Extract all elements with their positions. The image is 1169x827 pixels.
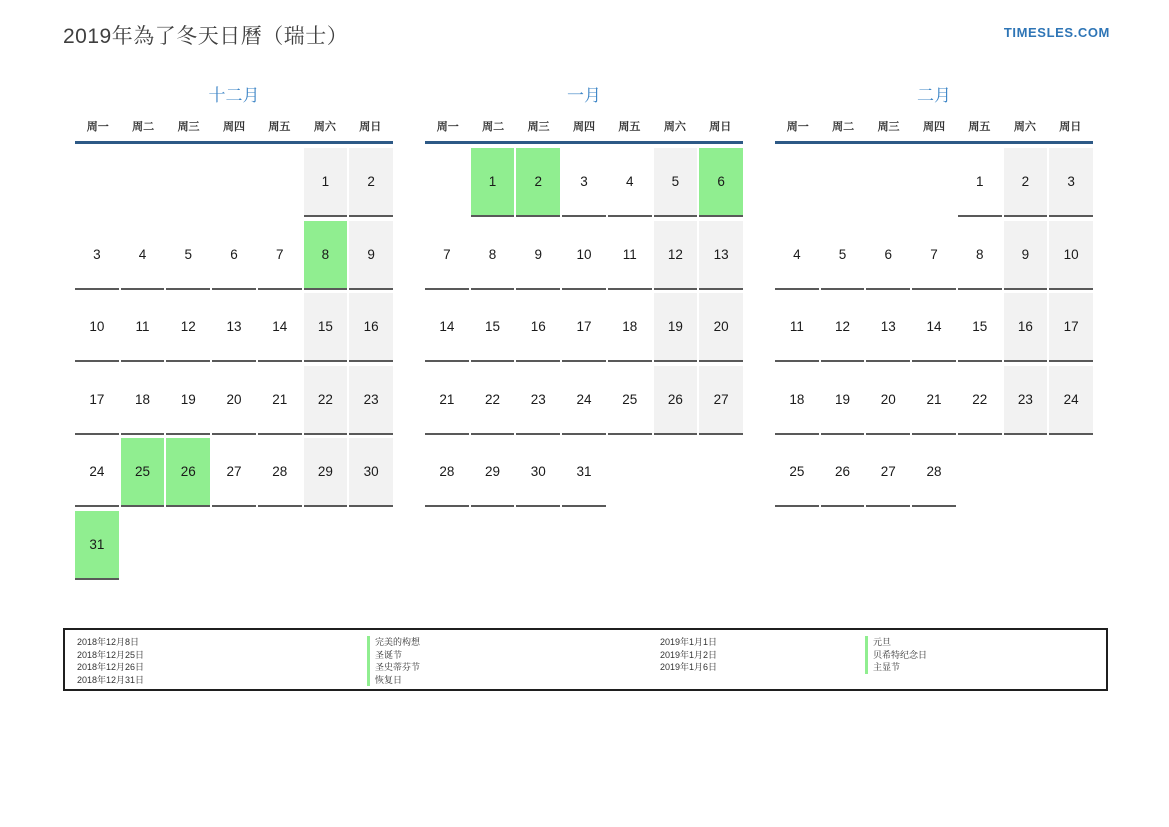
legend-date: 2019年1月2日 <box>660 649 718 660</box>
day-number: 20 <box>226 391 242 407</box>
month-title: 十二月 <box>208 86 260 105</box>
day-cell <box>654 293 698 362</box>
weekday-label: 周四 <box>572 121 595 133</box>
day-number: 16 <box>530 319 546 334</box>
legend-dates-column <box>660 636 865 686</box>
weekday-label: 周四 <box>922 121 945 133</box>
day-cell <box>1049 148 1093 217</box>
day-cell <box>821 293 865 362</box>
day-number: 24 <box>89 464 105 479</box>
weekday-label: 周六 <box>313 121 336 133</box>
day-number: 5 <box>671 174 680 189</box>
day-number: 3 <box>93 246 101 262</box>
day-cell <box>912 221 956 290</box>
day-cell <box>425 221 469 290</box>
day-cell <box>912 438 956 507</box>
empty-cell <box>166 511 210 580</box>
day-number: 1 <box>488 174 497 189</box>
day-cell <box>1049 293 1093 362</box>
empty-cell <box>912 148 956 217</box>
empty-cell <box>166 148 210 217</box>
day-number: 19 <box>180 391 196 407</box>
day-number: 26 <box>667 391 683 407</box>
weekday-label: 周三 <box>877 121 900 133</box>
day-number: 1 <box>975 174 984 189</box>
empty-cell <box>212 148 256 217</box>
day-cell <box>516 148 560 217</box>
day-number: 22 <box>485 391 501 407</box>
day-cell <box>958 148 1002 217</box>
empty-cell <box>304 511 348 580</box>
day-number: 11 <box>135 319 150 334</box>
empty-cell <box>654 438 698 507</box>
day-number: 16 <box>363 319 379 334</box>
day-cell <box>821 221 865 290</box>
day-number: 8 <box>488 246 497 262</box>
day-number: 31 <box>576 464 592 479</box>
day-number: 12 <box>667 246 683 262</box>
day-cell <box>471 148 515 217</box>
month-calendar-1 <box>75 84 393 583</box>
legend-holiday-name: 主显节 <box>865 661 1106 674</box>
empty-cell <box>258 148 302 217</box>
day-number: 7 <box>275 246 284 262</box>
day-cell <box>775 366 819 435</box>
weekday-label: 周五 <box>268 121 291 133</box>
day-cell <box>654 366 698 435</box>
empty-cell <box>958 438 1002 507</box>
day-number: 24 <box>1063 391 1079 407</box>
weekday-header-row <box>425 118 743 134</box>
legend-date: 2018年12月8日 <box>77 637 140 647</box>
day-cell <box>121 221 165 290</box>
day-number: 21 <box>439 391 455 407</box>
day-cell <box>699 148 743 217</box>
day-number: 17 <box>576 319 592 334</box>
day-number: 11 <box>622 246 637 262</box>
day-cell <box>349 438 393 507</box>
day-cell <box>471 221 515 290</box>
day-cell <box>166 221 210 290</box>
day-cell <box>958 293 1002 362</box>
day-number: 21 <box>926 391 942 407</box>
day-cell <box>912 293 956 362</box>
day-number: 31 <box>89 536 105 552</box>
day-cell <box>1004 148 1048 217</box>
day-number: 2 <box>367 174 375 189</box>
day-number: 18 <box>622 319 638 334</box>
day-number: 7 <box>930 246 938 262</box>
day-cell <box>258 438 302 507</box>
day-number: 23 <box>530 391 546 407</box>
day-number: 18 <box>789 391 805 407</box>
day-number: 26 <box>835 464 851 479</box>
day-cell <box>212 438 256 507</box>
legend-labels-column <box>865 636 1106 686</box>
day-number: 16 <box>1017 319 1033 334</box>
day-number: 6 <box>884 246 893 262</box>
day-cell <box>471 366 515 435</box>
day-number: 8 <box>321 246 330 262</box>
legend-dates-column <box>77 636 367 686</box>
day-cell <box>562 148 606 217</box>
day-cell <box>821 366 865 435</box>
legend-date: 2019年1月6日 <box>660 662 718 672</box>
legend-box <box>63 628 1108 691</box>
day-cell <box>562 366 606 435</box>
day-number: 17 <box>1063 319 1079 334</box>
weekday-label: 周三 <box>527 121 550 133</box>
day-cell <box>866 438 910 507</box>
empty-cell <box>212 511 256 580</box>
day-cell <box>471 293 515 362</box>
empty-cell <box>349 511 393 580</box>
empty-cell <box>258 511 302 580</box>
legend-holiday-name: 圣诞节 <box>367 649 660 662</box>
day-number: 27 <box>226 464 242 479</box>
weekday-label: 周五 <box>618 121 641 133</box>
legend-holiday-name: 贝希特纪念日 <box>865 649 1106 662</box>
day-cell <box>1004 221 1048 290</box>
day-number: 10 <box>89 319 105 334</box>
day-cell <box>775 293 819 362</box>
day-number: 22 <box>972 391 988 407</box>
day-number: 13 <box>880 319 896 334</box>
legend-date: 2018年12月26日 <box>77 662 145 672</box>
day-cell <box>699 221 743 290</box>
legend-holiday-name: 完美的构想 <box>367 636 660 649</box>
weekday-label: 周一 <box>786 121 809 133</box>
day-number: 28 <box>926 464 942 479</box>
month-calendar-3 <box>775 84 1093 511</box>
day-cell <box>958 366 1002 435</box>
day-cell <box>516 366 560 435</box>
day-cell <box>654 221 698 290</box>
empty-cell <box>75 148 119 217</box>
empty-cell <box>121 148 165 217</box>
weekday-label: 周四 <box>222 121 245 133</box>
empty-cell <box>866 148 910 217</box>
weekday-label: 周二 <box>482 121 505 133</box>
day-cell <box>912 366 956 435</box>
day-number: 27 <box>713 391 729 407</box>
day-cell <box>121 438 165 507</box>
day-number: 5 <box>838 246 847 262</box>
legend-holiday-name: 恢复日 <box>367 674 660 687</box>
empty-cell <box>425 148 469 217</box>
day-number: 17 <box>89 391 105 407</box>
day-cell <box>866 293 910 362</box>
day-cell <box>562 221 606 290</box>
day-number: 11 <box>789 319 804 334</box>
day-number: 21 <box>272 391 288 407</box>
month-grid <box>775 148 1093 511</box>
day-cell <box>212 221 256 290</box>
weekday-header-row <box>75 118 393 134</box>
weekday-label: 周日 <box>709 121 732 133</box>
page-title: 2019年為了冬天日曆（瑞士） <box>63 25 349 48</box>
day-cell <box>304 148 348 217</box>
day-cell <box>425 293 469 362</box>
day-cell <box>75 511 119 580</box>
weekday-label: 周一 <box>86 121 109 133</box>
day-number: 4 <box>625 174 634 189</box>
day-number: 19 <box>667 319 683 334</box>
empty-cell <box>775 148 819 217</box>
month-calendar-2 <box>425 84 743 511</box>
day-number: 24 <box>576 391 592 407</box>
day-cell <box>1004 366 1048 435</box>
day-number: 25 <box>789 464 805 479</box>
day-number: 2 <box>534 174 543 189</box>
day-number: 13 <box>713 246 729 262</box>
day-cell <box>821 438 865 507</box>
day-cell <box>699 293 743 362</box>
empty-cell <box>821 148 865 217</box>
day-number: 6 <box>230 246 238 262</box>
day-number: 9 <box>367 246 375 262</box>
day-number: 15 <box>317 319 333 334</box>
day-cell <box>516 438 560 507</box>
day-number: 20 <box>713 319 729 334</box>
day-number: 6 <box>717 174 725 189</box>
day-number: 25 <box>622 391 638 407</box>
day-cell <box>349 221 393 290</box>
day-number: 15 <box>972 319 988 334</box>
day-number: 10 <box>576 246 592 262</box>
day-number: 18 <box>135 391 151 407</box>
day-number: 4 <box>138 246 147 262</box>
day-cell <box>212 366 256 435</box>
day-cell <box>349 293 393 362</box>
weekday-label: 周三 <box>177 121 200 133</box>
day-cell <box>654 148 698 217</box>
header-rule <box>775 141 1093 144</box>
day-number: 13 <box>226 319 242 334</box>
day-number: 29 <box>485 464 501 479</box>
legend-date: 2018年12月25日 <box>77 649 145 660</box>
day-number: 3 <box>580 174 588 189</box>
day-cell <box>775 438 819 507</box>
day-cell <box>516 221 560 290</box>
day-cell <box>608 293 652 362</box>
weekday-header-row <box>775 118 1093 134</box>
legend-holiday-name: 元旦 <box>865 636 1106 649</box>
day-cell <box>304 366 348 435</box>
weekday-label: 周六 <box>663 121 686 133</box>
day-cell <box>425 366 469 435</box>
day-cell <box>1004 293 1048 362</box>
day-number: 22 <box>317 391 333 407</box>
weekday-label: 周日 <box>1059 121 1082 133</box>
day-cell <box>258 293 302 362</box>
day-number: 14 <box>439 319 455 334</box>
day-number: 25 <box>135 464 151 479</box>
day-cell <box>75 438 119 507</box>
day-cell <box>1049 221 1093 290</box>
legend-date: 2019年1月1日 <box>660 637 718 647</box>
day-number: 12 <box>180 319 196 334</box>
day-cell <box>75 366 119 435</box>
day-cell <box>1049 366 1093 435</box>
month-title: 一月 <box>567 86 601 105</box>
day-number: 3 <box>1067 174 1075 189</box>
day-number: 10 <box>1063 246 1079 262</box>
empty-cell <box>1004 438 1048 507</box>
legend-holiday-name: 圣史蒂芬节 <box>367 661 660 674</box>
day-number: 2 <box>1021 174 1030 189</box>
legend-date: 2018年12月31日 <box>77 674 145 685</box>
day-number: 7 <box>443 246 451 262</box>
day-cell <box>866 221 910 290</box>
day-cell <box>699 366 743 435</box>
day-number: 23 <box>363 391 379 407</box>
day-number: 9 <box>534 246 543 262</box>
day-cell <box>425 438 469 507</box>
empty-cell <box>699 438 743 507</box>
day-number: 30 <box>530 464 546 479</box>
day-number: 8 <box>975 246 984 262</box>
day-cell <box>516 293 560 362</box>
day-number: 14 <box>926 319 942 334</box>
weekday-label: 周二 <box>832 121 855 133</box>
month-grid <box>75 148 393 583</box>
weekday-label: 周二 <box>132 121 155 133</box>
day-cell <box>608 221 652 290</box>
day-cell <box>349 148 393 217</box>
day-number: 29 <box>317 464 333 479</box>
day-cell <box>304 221 348 290</box>
weekday-label: 周一 <box>436 121 459 133</box>
day-number: 23 <box>1017 391 1033 407</box>
header-rule <box>425 141 743 144</box>
empty-cell <box>608 438 652 507</box>
empty-cell <box>1049 438 1093 507</box>
day-number: 28 <box>272 464 288 479</box>
day-cell <box>349 366 393 435</box>
day-cell <box>258 221 302 290</box>
day-number: 20 <box>880 391 896 407</box>
weekday-label: 周六 <box>1013 121 1036 133</box>
day-cell <box>304 438 348 507</box>
month-title: 二月 <box>917 86 951 105</box>
day-number: 14 <box>272 319 288 334</box>
day-cell <box>75 293 119 362</box>
day-cell <box>166 366 210 435</box>
day-cell <box>166 438 210 507</box>
day-number: 1 <box>321 174 330 189</box>
day-cell <box>775 221 819 290</box>
day-cell <box>121 366 165 435</box>
day-cell <box>258 366 302 435</box>
brand-link[interactable]: TIMESLES.COM <box>1003 25 1110 40</box>
legend-labels-column <box>367 636 660 686</box>
day-cell <box>304 293 348 362</box>
day-number: 26 <box>180 464 196 479</box>
header-rule <box>75 141 393 144</box>
weekday-label: 周日 <box>359 121 382 133</box>
empty-cell <box>121 511 165 580</box>
month-grid <box>425 148 743 511</box>
day-cell <box>121 293 165 362</box>
day-cell <box>166 293 210 362</box>
day-cell <box>608 366 652 435</box>
day-cell <box>866 366 910 435</box>
day-number: 9 <box>1021 246 1030 262</box>
day-cell <box>608 148 652 217</box>
day-number: 5 <box>184 246 193 262</box>
day-cell <box>75 221 119 290</box>
day-cell <box>562 293 606 362</box>
day-cell <box>212 293 256 362</box>
day-cell <box>471 438 515 507</box>
day-number: 12 <box>835 319 851 334</box>
day-number: 4 <box>793 246 801 262</box>
day-number: 30 <box>363 464 379 479</box>
day-number: 15 <box>485 319 501 334</box>
weekday-label: 周五 <box>968 121 991 133</box>
day-cell <box>562 438 606 507</box>
day-cell <box>958 221 1002 290</box>
day-number: 28 <box>439 464 455 479</box>
day-number: 27 <box>880 464 896 479</box>
day-number: 19 <box>835 391 851 407</box>
